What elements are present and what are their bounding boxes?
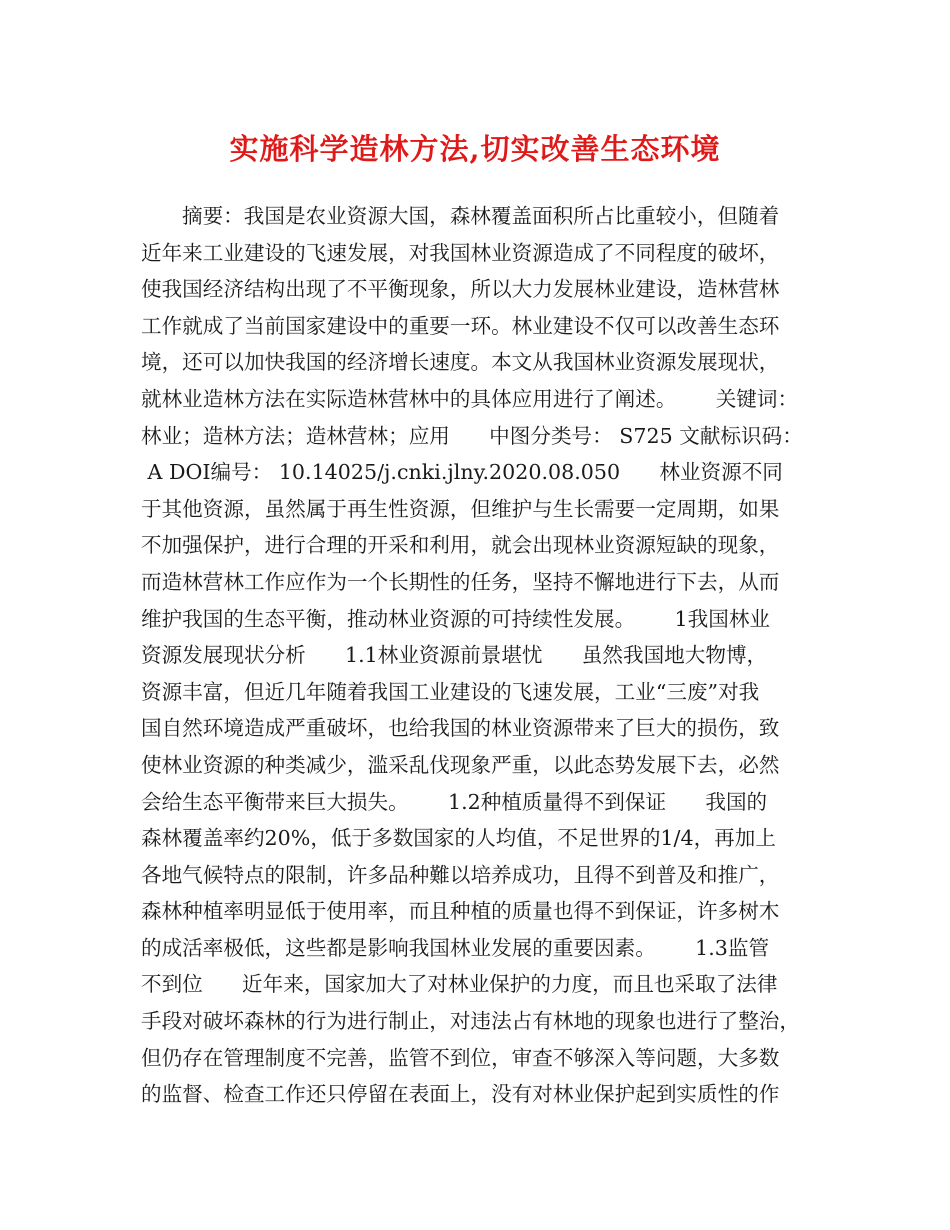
body-line: 的监督、检查工作还只停留在表面上，没有对林业保护起到实质性的作 [141, 1082, 780, 1107]
document-body [141, 198, 831, 1113]
body-line: 维护我国的生态平衡，推动林业资源的可持续性发展。 1我国林业 [141, 606, 771, 631]
body-line: 使我国经济结构出现了不平衡现象，所以大力发展林业建设，造林营林 [141, 277, 780, 302]
body-line: A DOI编号： 10.14025/j.cnki.jlny.2020.08.050 林业资源不同 [141, 460, 783, 485]
body-line: 摘要：我国是农业资源大国，森林覆盖面积所占比重较小，但随着 [182, 204, 780, 228]
document-title: 实施科学造林方法,切实改善生态环境 [229, 132, 721, 166]
body-line: 的成活率极低，这些都是影响我国林业发展的重要因素。 1.3监管 [141, 935, 770, 960]
body-line: 使林业资源的种类减少，滥采乱伐现象严重，以此态势发展下去，必然 [141, 752, 780, 777]
body-line: 森林种植率明显低于使用率，而且种植的质量也得不到保证，许多树木 [141, 899, 780, 924]
body-line: 资源丰富，但近几年随着我国工业建设的飞速发展，工业“三废”对我 [141, 679, 760, 704]
body-line: 工作就成了当前国家建设中的重要一环。林业建设不仅可以改善生态环 [141, 313, 780, 338]
body-line: 就林业造林方法在实际造林营林中的具体应用进行了阐述。 关键词： [141, 386, 799, 411]
body-line: 于其他资源，虽然属于再生性资源，但维护与生长需要一定周期，如果 [141, 496, 780, 521]
body-line: 而造林营林工作应作为一个长期性的任务，坚持不懈地进行下去，从而 [141, 569, 780, 594]
body-line: 资源发展现状分析 1.1林业资源前景堪忧 虽然我国地大物博， [141, 643, 768, 668]
body-line: 国自然环境造成严重破坏，也给我国的林业资源带来了巨大的损伤，致 [141, 716, 780, 741]
body-line: 林业；造林方法；造林营林；应用 中图分类号： S725 文献标识码： [141, 423, 803, 448]
body-line: 近年来工业建设的飞速发展，对我国林业资源造成了不同程度的破坏， [141, 240, 780, 265]
body-line: 但仍存在管理制度不完善，监管不到位，审查不够深入等问题，大多数 [141, 1045, 780, 1070]
body-line: 会给生态平衡带来巨大损失。 1.2种植质量得不到保证 我国的 [141, 789, 768, 814]
body-line: 手段对破坏森林的行为进行制止，对违法占有林地的现象也进行了整治， [141, 1009, 800, 1034]
body-line: 不加强保护，进行合理的开采和利用，就会出现林业资源短缺的现象， [141, 533, 780, 558]
body-line: 各地气候特点的限制，许多品种難以培养成功，且得不到普及和推广， [141, 862, 780, 887]
body-line: 境，还可以加快我国的经济增长速度。本文从我国林业资源发展现状， [141, 350, 780, 375]
body-line: 不到位 近年来，国家加大了对林业保护的力度，而且也采取了法律 [141, 972, 778, 997]
body-line: 森林覆盖率约20%，低于多数国家的人均值，不足世界的1/4，再加上 [141, 826, 776, 851]
